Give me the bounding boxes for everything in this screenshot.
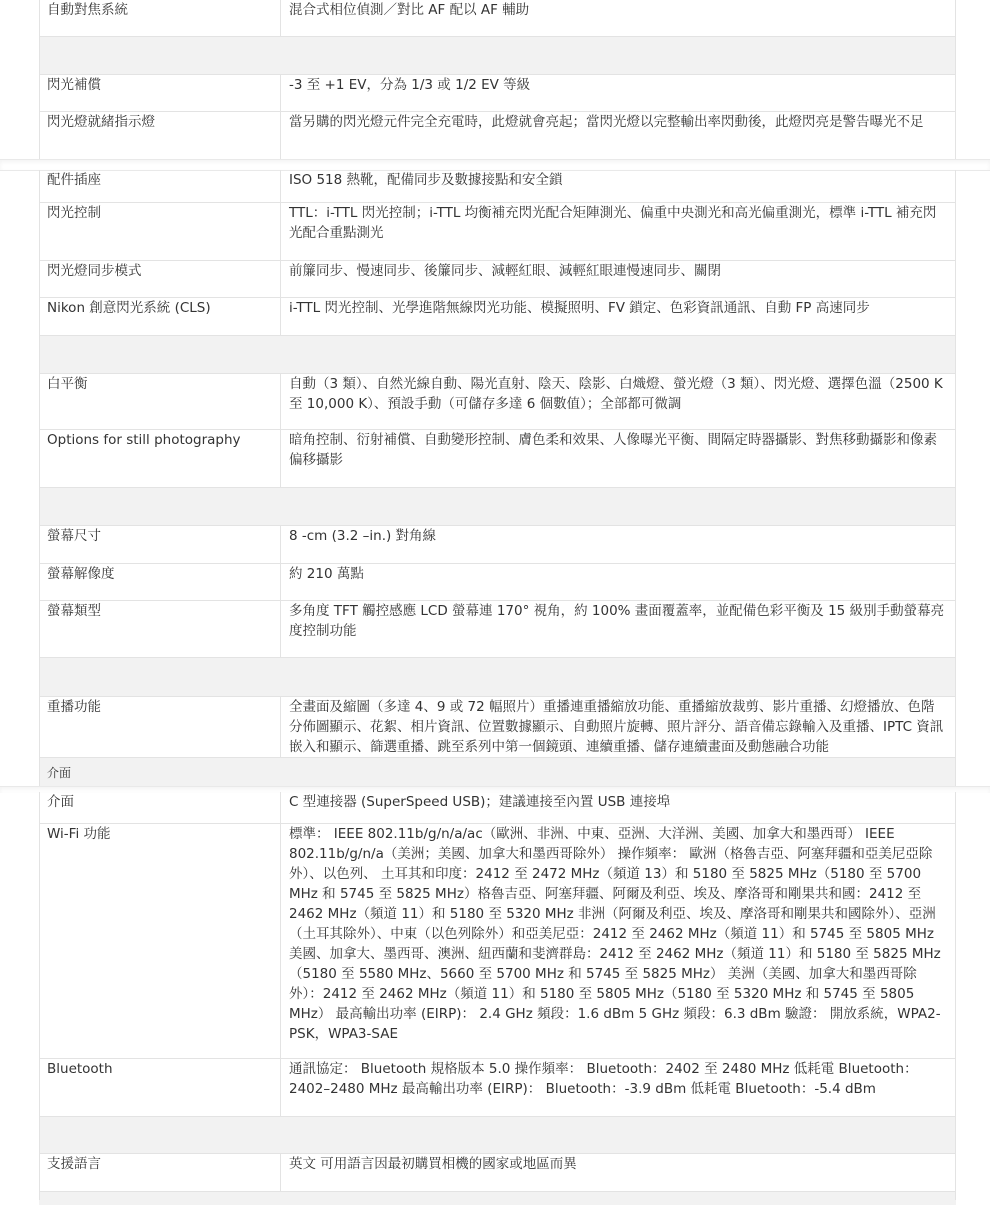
spec-label — [39, 488, 280, 525]
spec-row-cls — [39, 297, 956, 335]
spec-table-top — [39, 0, 956, 164]
spec-row-monitor-type — [39, 600, 956, 657]
table-border-left — [39, 792, 40, 1200]
spec-value — [280, 336, 956, 373]
spec-value: 約 210 萬點 — [280, 564, 956, 600]
spec-value: 英文 可用語言因最初購買相機的國家或地區而異 — [280, 1154, 956, 1191]
spec-label — [39, 1117, 280, 1153]
spec-value — [280, 1192, 956, 1205]
table-border-left — [39, 170, 40, 786]
spec-label: 配件插座 — [47, 172, 101, 188]
spec-value: C 型連接器 (SuperSpeed USB)；建議連接至內置 USB 連接埠 — [280, 792, 956, 823]
spec-value: 標準： IEEE 802.11b/g/n/a/ac（歐洲、非洲、中東、亞洲、大洋洲、美國、加拿大和墨西哥） IEEE 802.11b/g/n/a（美洲；美國、加拿大和墨西哥除外） 操作頻率： 歐洲（格魯吉亞、阿塞拜疆和亞美尼亞除外）、以色列、 土耳其和印度：2412 至 2472 MHz（頻道 13）和 5180 至 5825 MHz（5180 至 5700 MHz 和 5745 至 5825 MHz）格魯吉亞、阿塞拜疆、阿爾及利亞、埃及、摩洛哥和剛果共和國：2412 至 2462 MHz（頻道 11）和 5180 至 5320 MHz 非洲（阿爾及利亞、埃及、摩洛哥和剛果共和國除外）、亞洲（土耳其除外）、中東（以色列除外）和亞美尼亞：2412 至 2462 MHz（頻道 11）和 5745 至 5805 MHz 美國、加拿大、墨西哥、澳洲、紐西蘭和斐濟群島：2412 至 2462 MHz（頻道 11）和 5180 至 5825 MHz（5180 至 5580 MHz、5660 至 5700 MHz 和 5745 至 5825 MHz） 美洲（美國、加拿大和墨西哥除外）：2412 至 2462 MHz（頻道 11）和 5180 至 5805 MHz（5180 至 5320 MHz 和 5745 至 5805 MHz） 最高輸出功率 (EIRP)： 2.4 GHz 頻段：1.6 dBm 5 GHz 頻段：6.3 dBm 驗證： 開放系統，WPA2-PSK，WPA3-SAE — [280, 824, 956, 1058]
spec-row-spacer — [39, 487, 956, 525]
spec-label: 螢幕尺寸 — [47, 528, 101, 544]
spec-row-still-options — [39, 429, 956, 487]
spec-row-spacer — [39, 36, 956, 74]
spec-label: 閃光控制 — [47, 205, 101, 221]
spec-row-spacer — [39, 335, 956, 373]
spec-label: 重播功能 — [47, 699, 101, 715]
spec-value: 前簾同步、慢速同步、後簾同步、減輕紅眼、減輕紅眼連慢速同步、關閉 — [280, 261, 956, 297]
spec-value: 混合式相位偵測／對比 AF 配以 AF 輔助 — [280, 0, 956, 36]
spec-label: Options for still photography — [47, 432, 241, 448]
spec-row-wifi — [39, 823, 956, 1058]
spec-table-bottom — [39, 792, 956, 1205]
spec-row-af-system — [39, 0, 956, 36]
spec-label: 白平衡 — [47, 376, 88, 392]
spec-row-bluetooth — [39, 1058, 956, 1116]
spec-value: i-TTL 閃光控制、光學進階無線閃光功能、模擬照明、FV 鎖定、色彩資訊通訊、自動 FP 高速同步 — [280, 298, 956, 335]
table-border-right — [955, 0, 956, 159]
spec-label — [39, 37, 280, 74]
spec-value — [280, 658, 956, 696]
spec-value — [280, 37, 956, 74]
spec-label: 支援語言 — [47, 1156, 101, 1172]
spec-value: -3 至 +1 EV，分為 1/3 或 1/2 EV 等級 — [280, 75, 956, 111]
spec-value — [280, 1117, 956, 1153]
spec-value: TTL：i-TTL 閃光控制；i-TTL 均衡補充閃光配合矩陣測光、偏重中央測光和高光偏重測光，標準 i-TTL 補充閃光配合重點測光 — [280, 203, 956, 260]
section-header-interface: 介面 — [39, 757, 956, 789]
spec-value: 自動（3 類）、自然光線自動、陽光直射、陰天、陰影、白熾燈、螢光燈（3 類）、閃光燈、選擇色溫（2500 K 至 10,000 K）、預設手動（可儲存多達 6 個數值）；全部都可微調 — [280, 374, 956, 429]
table-border-left — [39, 0, 40, 159]
spec-value: 多角度 TFT 觸控感應 LCD 螢幕連 170° 視角，約 100% 畫面覆蓋率，並配備色彩平衡及 15 級別手動螢幕亮度控制功能 — [280, 601, 956, 657]
spec-label: Wi-Fi 功能 — [47, 826, 111, 842]
spec-label: 閃光補償 — [47, 77, 101, 93]
table-border-right — [955, 792, 956, 1200]
spec-row-flash-compensation — [39, 74, 956, 111]
spec-value: 通訊協定： Bluetooth 規格版本 5.0 操作頻率： Bluetooth：2402 至 2480 MHz 低耗電 Bluetooth：2402–2480 MHz 最高輸出功率 (EIRP)： Bluetooth：-3.9 dBm 低耗電 Bluetooth：-5.4 dBm — [280, 1059, 956, 1116]
spec-label: 螢幕解像度 — [47, 566, 115, 582]
spec-row-flash-ready-indicator — [39, 111, 956, 164]
spec-value: 暗角控制、衍射補償、自動變形控制、膚色柔和效果、人像曝光平衡、間隔定時器攝影、對焦移動攝影和像素偏移攝影 — [280, 430, 956, 487]
spec-label: 閃光燈就緒指示燈 — [47, 114, 155, 130]
spec-row-spacer — [39, 1116, 956, 1153]
spec-value: ISO 518 熱靴，配備同步及數據接點和安全鎖 — [280, 170, 956, 202]
spec-table-flash — [39, 170, 956, 775]
table-border-right — [955, 170, 956, 786]
spec-label: 閃光燈同步模式 — [47, 263, 142, 279]
spec-row-spacer — [39, 657, 956, 696]
spec-row-languages — [39, 1153, 956, 1191]
spec-label — [39, 1192, 280, 1205]
spec-row-white-balance — [39, 373, 956, 429]
spec-value: 全畫面及縮圖（多達 4、9 或 72 幅照片）重播連重播縮放功能、重播縮放裁剪、影片重播、幻燈播放、色階分佈圖顯示、花絮、相片資訊、位置數據顯示、自動照片旋轉、照片評分、語音備忘錄輸入及重播、IPTC 資訊嵌入和顯示、篩選重播、跳至系列中第一個鏡頭、連續重播、儲存連續畫面及動態融合功能 — [280, 697, 956, 775]
spec-row-monitor-resolution — [39, 563, 956, 600]
spec-label: Bluetooth — [47, 1061, 113, 1077]
spec-label: 螢幕類型 — [47, 603, 101, 619]
spec-row-monitor-size — [39, 525, 956, 563]
spec-label — [39, 336, 280, 373]
spec-value — [280, 488, 956, 525]
spec-label: Nikon 創意閃光系統 (CLS) — [47, 300, 211, 316]
spec-row-interface — [39, 792, 956, 823]
spec-value: 當另購的閃光燈元件完全充電時，此燈就會亮起；當閃光燈以完整輸出率閃動後，此燈閃亮是警告曝光不足 — [280, 112, 956, 164]
spec-label — [39, 658, 280, 696]
spec-row-flash-control — [39, 202, 956, 260]
spec-row-flash-sync-modes — [39, 260, 956, 297]
spec-label: 自動對焦系統 — [47, 2, 128, 18]
spec-row-spacer — [39, 1191, 956, 1205]
spec-label: 介面 — [47, 794, 74, 810]
spec-value: 8 -cm (3.2 –in.) 對角線 — [280, 526, 956, 563]
spec-row-accessory-shoe — [39, 170, 956, 202]
